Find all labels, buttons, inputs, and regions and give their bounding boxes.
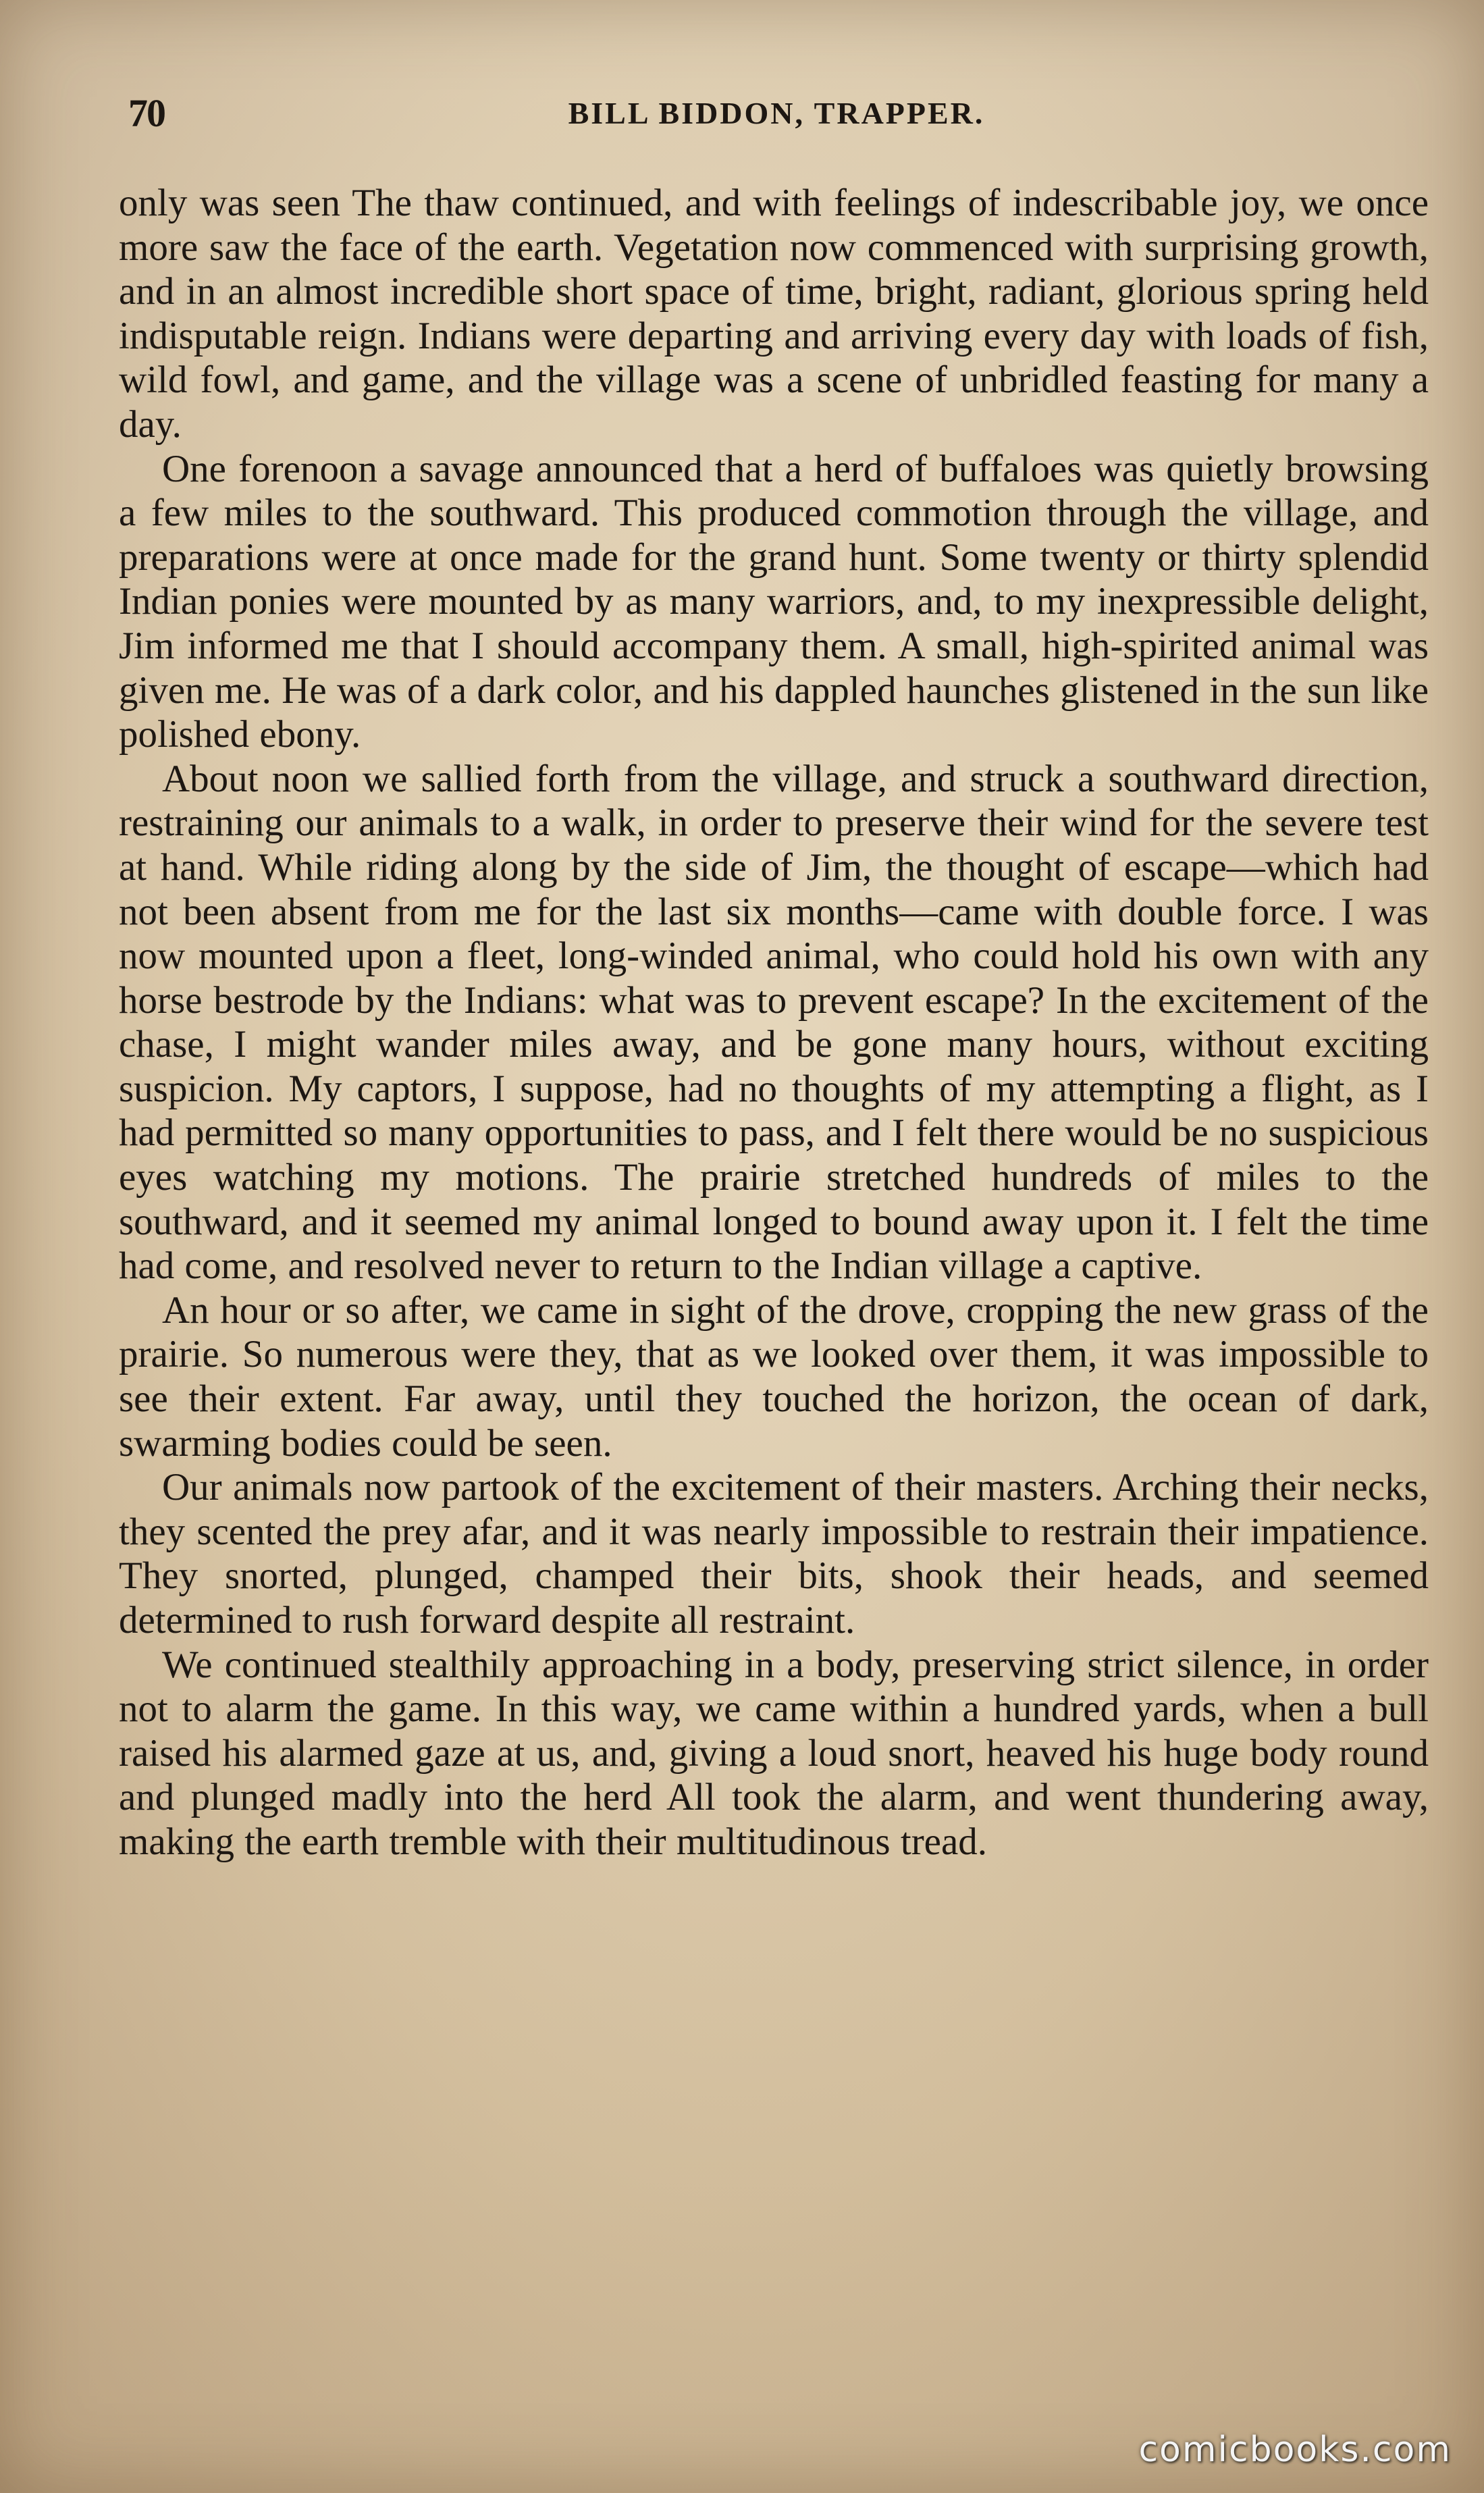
paragraph: An hour or so after, we came in sight of the drove, cropping the new grass of the prairie. So numerous were they, that as we looked over them, it was impossible to see their extent. Far away, until they touched the horizon, the ocean of dark, swarming bodies could be seen. bbox=[119, 1288, 1429, 1465]
paragraph: only was seen The thaw continued, and with feelings of indescribable joy, we once more saw the face of the earth. Vegetation now commenced with surprising growth, and in an almost incredible short space of time, bright, radiant, glorious spring held indisputable reign. Indians were departing and arriving every day with loads of fish, wild fowl, and game, and the village was a scene of unbridled feasting for many a day. bbox=[119, 182, 1429, 446]
page-header bbox=[128, 86, 1425, 140]
paragraph: About noon we sallied forth from the village, and struck a southward direction, restraining our animals to a walk, in order to preserve their wind for the severe test at hand. While riding along by the side of Jim, the thought of escape—which had not been absent from me for the last six months—came with double force. I was now mounted upon a fleet, long-winded animal, who could hold his own with any horse bestrode by the Indians: what was to prevent escape? In the excitement of the chase, I might wander miles away, and be gone many hours, without exciting suspicion. My captors, I suppose, had no thoughts of my attempting a flight, as I had permitted so many opportunities to pass, and I felt there would be no suspicious eyes watching my motions. The prairie stretched hundreds of miles to the southward, and it seemed my animal longed to bound away upon it. I felt the time had come, and resolved never to return to the Indian village a captive. bbox=[119, 757, 1429, 1288]
watermark: comicbooks.com bbox=[1138, 2430, 1452, 2470]
running-head: BILL BIDDON, TRAPPER. bbox=[568, 96, 985, 130]
page-number: 70 bbox=[128, 91, 165, 135]
paragraph: We continued stealthily approaching in a body, preserving strict silence, in order not to alarm the game. In this way, we came within a hundred yards, when a bull raised his alarmed gaze at us, and, giving a loud snort, heaved his huge body round and plunged madly into the herd All took the alarm, and went thundering away, making the earth tremble with their multitudinous tread. bbox=[119, 1643, 1429, 1863]
body-text bbox=[119, 181, 1429, 1864]
paragraph: Our animals now partook of the excitement of their masters. Arching their necks, they scented the prey afar, and it was nearly impossible to restrain their impatience. They snorted, plunged, champed their bits, shook their heads, and seemed determined to rush forward despite all restraint. bbox=[119, 1466, 1429, 1642]
paragraph: One forenoon a savage announced that a herd of buffaloes was quietly browsing a few miles to the southward. This produced commotion through the village, and preparations were at once made for the grand hunt. Some twenty or thirty splendid Indian ponies were mounted by as many warriors, and, to my inexpressible delight, Jim informed me that I should accompany them. A small, high-spirited animal was given me. He was of a dark color, and his dappled haunches glistened in the sun like polished ebony. bbox=[119, 447, 1429, 756]
